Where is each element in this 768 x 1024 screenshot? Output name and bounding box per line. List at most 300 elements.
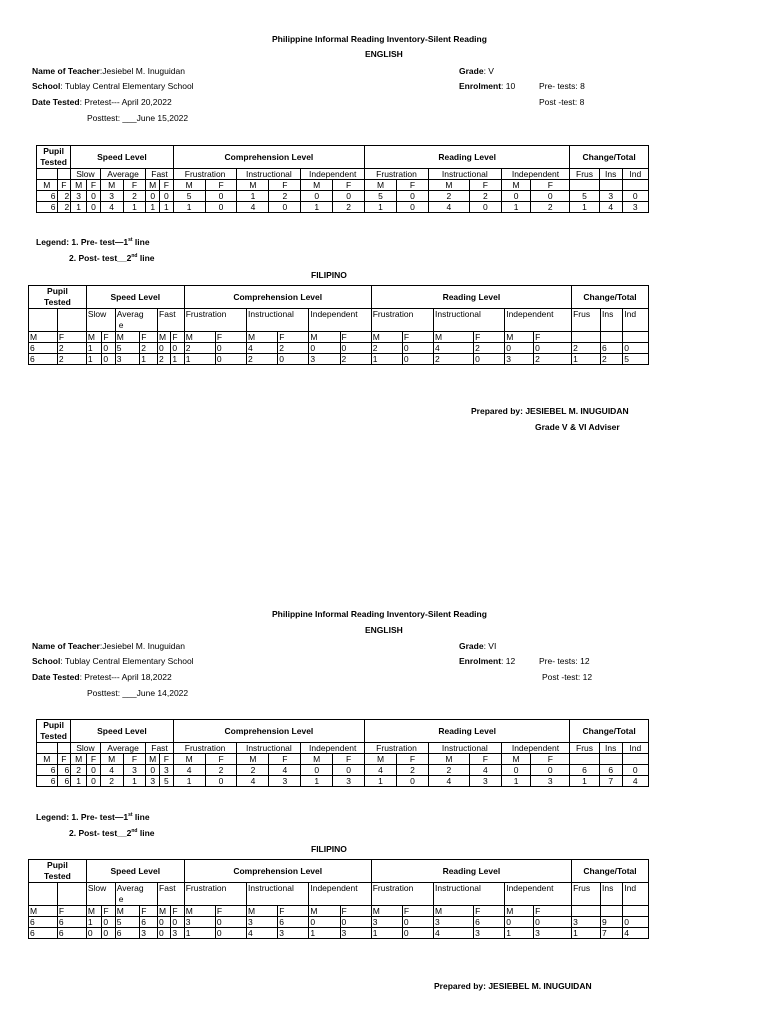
legend1-text: Legend: 1. Pre- test—1 — [36, 812, 129, 822]
slow-header: Slow — [86, 883, 115, 906]
gender-header: F — [402, 906, 433, 917]
table-cell: 3 — [269, 776, 301, 787]
gender-header: F — [340, 332, 371, 343]
table-cell: 3 — [140, 928, 158, 939]
gender-header: F — [474, 332, 505, 343]
legend2-end: line — [137, 253, 155, 263]
table-cell: 1 — [146, 202, 160, 213]
gender-header: M — [501, 754, 531, 765]
table-cell: 0 — [505, 343, 534, 354]
gender-header: M — [29, 332, 58, 343]
fast-header: Fast — [146, 743, 173, 754]
doc2-posttest: Posttest: ___June 14,2022 — [87, 688, 189, 698]
teacher-value: :Jesiebel M. Inuguidan — [99, 641, 185, 651]
table-cell: 3 — [160, 765, 174, 776]
level-subheader: Frustration — [173, 743, 237, 754]
slow-header: Slow — [86, 309, 115, 332]
table-cell: 0 — [501, 191, 531, 202]
gender-header: M — [505, 332, 534, 343]
table-cell: 0 — [622, 765, 648, 776]
posttest-row — [37, 202, 649, 213]
level-subheader: Frustration — [184, 883, 246, 906]
table-cell: 6 — [57, 776, 71, 787]
level-subheader: Independent — [505, 883, 572, 906]
table-cell: 1 — [309, 928, 340, 939]
legend1-sup: st — [128, 237, 133, 244]
pretest-row — [37, 765, 649, 776]
table-cell: 5 — [160, 776, 174, 787]
doc2-teacher — [32, 641, 185, 651]
table-cell: 2 — [371, 343, 402, 354]
blank-cell — [599, 754, 622, 765]
table-cell: 1 — [86, 343, 102, 354]
table-cell: 4 — [434, 343, 474, 354]
level-subheader: Independent — [309, 309, 371, 332]
table-cell: 4 — [623, 928, 649, 939]
table-cell: 4 — [100, 765, 123, 776]
gender-header: F — [534, 906, 572, 917]
doc1-pretests: Pre- tests: 8 — [539, 81, 585, 91]
doc2-school — [32, 656, 194, 666]
gender-header: F — [140, 332, 158, 343]
gender-header: M — [86, 332, 102, 343]
table-cell: 1 — [123, 776, 146, 787]
gender-header: M — [247, 332, 278, 343]
blank-cell — [599, 180, 622, 191]
table-cell: 6 — [29, 343, 58, 354]
gender-header: F — [333, 180, 365, 191]
table-cell: 2 — [572, 343, 601, 354]
gender-header: F — [57, 754, 71, 765]
doc2-enrolment — [459, 656, 515, 666]
table-cell: 3 — [505, 354, 534, 365]
speed-level-header: Speed Level — [71, 720, 174, 743]
blank-cell — [622, 180, 648, 191]
blank-cell — [29, 883, 58, 906]
gender-header: F — [333, 754, 365, 765]
legend1-sup: st — [128, 812, 133, 819]
enrolment-value: : 10 — [501, 81, 516, 91]
gender-header: F — [102, 332, 115, 343]
table-cell: 4 — [428, 202, 469, 213]
doc1-date — [32, 97, 172, 107]
table-cell: 6 — [57, 917, 86, 928]
grade-label: Grade — [459, 641, 484, 651]
blank-cell — [623, 332, 649, 343]
table-cell: 0 — [87, 776, 101, 787]
gender-header: M — [173, 180, 205, 191]
legend1-end: line — [132, 237, 150, 247]
table-cell: 0 — [215, 928, 246, 939]
table-cell: 5 — [570, 191, 600, 202]
gender-header: M — [37, 754, 58, 765]
blank-cell — [29, 309, 58, 332]
blank-cell — [37, 743, 58, 754]
english-table-grade6 — [36, 719, 649, 787]
table-cell: 3 — [278, 928, 309, 939]
gender-header: M — [173, 754, 205, 765]
table-cell: 1 — [570, 202, 600, 213]
table-cell: 2 — [428, 765, 469, 776]
table-cell: 1 — [86, 917, 102, 928]
table-cell: 1 — [301, 776, 333, 787]
filipino-table-grade6 — [28, 859, 649, 939]
gender-header: M — [100, 180, 123, 191]
table-cell: 1 — [71, 202, 87, 213]
gender-header: F — [57, 906, 86, 917]
table-cell: 0 — [309, 343, 340, 354]
table-cell: 2 — [71, 765, 87, 776]
table-cell: 1 — [572, 354, 601, 365]
gender-header: F — [215, 906, 246, 917]
table-cell: 1 — [173, 202, 205, 213]
gender-header: F — [123, 180, 146, 191]
table-cell: 0 — [501, 765, 531, 776]
gender-header: F — [396, 180, 428, 191]
table-cell: 6 — [37, 191, 58, 202]
legend1-text: Legend: 1. Pre- test—1 — [36, 237, 129, 247]
gender-header: M — [501, 180, 531, 191]
table-cell: 0 — [396, 191, 428, 202]
table-cell: 3 — [531, 776, 570, 787]
table-cell: 3 — [146, 776, 160, 787]
table-cell: 0 — [402, 928, 433, 939]
gender-header: F — [278, 906, 309, 917]
doc1-posttests: Post -test: 8 — [539, 97, 585, 107]
gender-header: F — [205, 180, 237, 191]
table-cell: 3 — [71, 191, 87, 202]
table-cell: 1 — [501, 202, 531, 213]
gender-header: F — [531, 180, 570, 191]
table-cell: 0 — [469, 202, 501, 213]
date-label: Date Tested — [32, 97, 80, 107]
table-cell: 0 — [531, 191, 570, 202]
table-cell: 2 — [600, 354, 622, 365]
level-subheader: Independent — [501, 169, 569, 180]
table-cell: 0 — [396, 202, 428, 213]
table-cell: 6 — [57, 765, 71, 776]
average-header: Average — [100, 169, 146, 180]
table-cell: 0 — [146, 191, 160, 202]
doc1-posttest: Posttest: ___June 15,2022 — [87, 113, 189, 123]
table-cell: 0 — [333, 765, 365, 776]
table-cell: 7 — [599, 776, 622, 787]
school-label: School — [32, 81, 61, 91]
doc1-legend2 — [69, 253, 155, 263]
doc2-prepared: Prepared by: JESIEBEL M. INUGUIDAN — [434, 981, 592, 991]
table-cell: 0 — [402, 354, 433, 365]
speed-level-header: Speed Level — [86, 286, 184, 309]
level-subheader: Instructional — [247, 309, 309, 332]
doc2-grade — [459, 641, 496, 651]
table-cell: 2 — [57, 191, 71, 202]
level-subheader: Independent — [501, 743, 569, 754]
table-cell: 0 — [87, 191, 101, 202]
table-cell: 0 — [534, 343, 572, 354]
posttest-row — [29, 354, 649, 365]
gender-header: F — [215, 332, 246, 343]
posttest-row — [29, 928, 649, 939]
legend2-text: 2. Post- test__2 — [69, 828, 132, 838]
table-cell: 2 — [534, 354, 572, 365]
table-cell: 1 — [371, 354, 402, 365]
gender-header: F — [160, 754, 174, 765]
table-cell: 0 — [102, 928, 115, 939]
level-subheader: Instructional — [237, 169, 301, 180]
table-cell: 1 — [173, 776, 205, 787]
table-cell: 5 — [623, 354, 649, 365]
table-cell: 1 — [365, 776, 397, 787]
gender-header: F — [474, 906, 505, 917]
table-cell: 0 — [87, 202, 101, 213]
table-cell: 2 — [469, 191, 501, 202]
table-cell: 4 — [269, 765, 301, 776]
table-cell: 0 — [87, 765, 101, 776]
change-subheader: Ind — [623, 309, 649, 332]
table-cell: 0 — [402, 343, 433, 354]
table-cell: 0 — [215, 917, 246, 928]
date-label: Date Tested — [32, 672, 80, 682]
gender-header: F — [269, 754, 301, 765]
table-cell: 0 — [534, 917, 572, 928]
gender-header: M — [371, 332, 402, 343]
level-subheader: Instructional — [237, 743, 301, 754]
table-cell: 1 — [86, 354, 102, 365]
table-cell: 2 — [434, 354, 474, 365]
table-cell: 6 — [600, 343, 622, 354]
table-cell: 2 — [333, 202, 365, 213]
level-subheader: Frustration — [365, 743, 429, 754]
table-cell: 6 — [29, 917, 58, 928]
blank-cell — [572, 906, 601, 917]
pretest-row — [29, 343, 649, 354]
table-cell: 4 — [365, 765, 397, 776]
table-cell: 0 — [340, 917, 371, 928]
doc2-title: Philippine Informal Reading Inventory-Silent Reading — [272, 609, 487, 619]
gender-header: M — [158, 332, 171, 343]
table-cell: 2 — [531, 202, 570, 213]
table-cell: 2 — [57, 354, 86, 365]
table-cell: 0 — [301, 191, 333, 202]
table-cell: 1 — [505, 928, 534, 939]
table-cell: 4 — [469, 765, 501, 776]
change-subheader: Ins — [599, 743, 622, 754]
table-cell: 0 — [102, 917, 115, 928]
table-cell: 3 — [171, 928, 184, 939]
table-cell: 3 — [469, 776, 501, 787]
level-subheader: Frustration — [365, 169, 429, 180]
table-cell: 6 — [570, 765, 600, 776]
table-cell: 3 — [333, 776, 365, 787]
table-cell: 0 — [505, 917, 534, 928]
table-cell: 2 — [396, 765, 428, 776]
gender-header: F — [171, 906, 184, 917]
table-cell: 1 — [570, 776, 600, 787]
doc2-legend1 — [36, 812, 150, 822]
table-cell: 3 — [340, 928, 371, 939]
table-cell: 0 — [205, 191, 237, 202]
comprehension-level-header: Comprehension Level — [173, 720, 364, 743]
table-cell: 3 — [534, 928, 572, 939]
doc2-legend2 — [69, 828, 155, 838]
teacher-label: Name of Teacher — [32, 66, 100, 76]
speed-level-header: Speed Level — [86, 860, 184, 883]
blank-cell — [623, 906, 649, 917]
table-cell: 3 — [123, 765, 146, 776]
doc2-subject: ENGLISH — [365, 625, 403, 635]
gender-header: M — [146, 754, 160, 765]
comprehension-level-header: Comprehension Level — [184, 286, 371, 309]
table-cell: 3 — [100, 191, 123, 202]
gender-header: M — [434, 906, 474, 917]
pretest-value: : Pretest--- April 20,2022 — [79, 97, 172, 107]
gender-header: M — [115, 332, 139, 343]
table-cell: 3 — [184, 917, 215, 928]
gender-header: F — [396, 754, 428, 765]
table-cell: 6 — [29, 354, 58, 365]
table-cell: 2 — [57, 343, 86, 354]
doc1-legend1 — [36, 237, 150, 247]
table-cell: 3 — [474, 928, 505, 939]
posttest-row — [37, 776, 649, 787]
table-cell: 0 — [102, 343, 115, 354]
english-table-grade5 — [36, 145, 649, 213]
average-header: Average — [100, 743, 146, 754]
school-label: School — [32, 656, 61, 666]
doc1-school — [32, 81, 194, 91]
table-cell: 2 — [237, 765, 269, 776]
gender-header: F — [469, 180, 501, 191]
table-cell: 3 — [599, 191, 622, 202]
gender-header: F — [340, 906, 371, 917]
table-cell: 1 — [123, 202, 146, 213]
table-cell: 1 — [184, 354, 215, 365]
legend2-sup: nd — [131, 253, 138, 260]
gender-header: F — [205, 754, 237, 765]
doc2-filipino: FILIPINO — [311, 844, 347, 854]
change-subheader: Frus — [570, 169, 600, 180]
gender-header: M — [428, 180, 469, 191]
blank-cell — [570, 754, 600, 765]
change-subheader: Ind — [622, 743, 648, 754]
doc2-date — [32, 672, 172, 682]
table-cell: 3 — [309, 354, 340, 365]
table-cell: 0 — [160, 191, 174, 202]
table-cell: 2 — [140, 343, 158, 354]
level-subheader: Independent — [309, 883, 371, 906]
pretest-value: : Pretest--- April 18,2022 — [79, 672, 172, 682]
table-cell: 1 — [371, 928, 402, 939]
table-cell: 6 — [29, 928, 58, 939]
table-cell: 2 — [278, 343, 309, 354]
table-cell: 2 — [100, 776, 123, 787]
table-cell: 0 — [278, 354, 309, 365]
legend1-end: line — [132, 812, 150, 822]
reading-level-header: Reading Level — [365, 720, 570, 743]
fast-header: Fast — [158, 309, 185, 332]
doc1-grade — [459, 66, 494, 76]
comprehension-level-header: Comprehension Level — [184, 860, 371, 883]
table-cell: 0 — [86, 928, 102, 939]
gender-header: F — [171, 332, 184, 343]
table-cell: 3 — [247, 917, 278, 928]
blank-cell — [572, 332, 601, 343]
table-cell: 0 — [215, 354, 246, 365]
slow-header: Slow — [71, 169, 101, 180]
table-cell: 1 — [160, 202, 174, 213]
change-subheader: Frus — [570, 743, 600, 754]
table-cell: 6 — [278, 917, 309, 928]
gender-header: M — [115, 906, 139, 917]
change-total-header: Change/Total — [572, 860, 649, 883]
school-value: : Tublay Central Elementary School — [60, 81, 194, 91]
table-cell: 0 — [622, 191, 648, 202]
comprehension-level-header: Comprehension Level — [173, 146, 364, 169]
table-cell: 6 — [37, 202, 58, 213]
doc1-prepared: Prepared by: JESIEBEL M. INUGUIDAN — [471, 406, 629, 416]
gender-header: F — [531, 754, 570, 765]
gender-header: F — [87, 754, 101, 765]
table-cell: 0 — [396, 776, 428, 787]
table-cell: 1 — [301, 202, 333, 213]
gender-header: M — [434, 332, 474, 343]
doc1-adviser: Grade V & VI Adviser — [535, 422, 620, 432]
blank-cell — [570, 180, 600, 191]
change-subheader: Ins — [600, 309, 622, 332]
blank-cell — [57, 883, 86, 906]
table-cell: 3 — [371, 917, 402, 928]
table-cell: 1 — [572, 928, 601, 939]
gender-header: M — [86, 906, 102, 917]
gender-header: F — [278, 332, 309, 343]
gender-header: M — [237, 180, 269, 191]
table-cell: 0 — [205, 776, 237, 787]
grade-value: : VI — [483, 641, 497, 651]
table-cell: 0 — [158, 928, 171, 939]
change-subheader: Frus — [572, 309, 601, 332]
table-cell: 1 — [171, 354, 184, 365]
table-cell: 0 — [158, 917, 171, 928]
blank-cell — [57, 309, 86, 332]
gender-header: M — [309, 906, 340, 917]
table-cell: 4 — [599, 202, 622, 213]
level-subheader: Instructional — [428, 743, 501, 754]
table-cell: 3 — [572, 917, 601, 928]
enrolment-value: : 12 — [501, 656, 516, 666]
gender-header: M — [146, 180, 160, 191]
table-cell: 0 — [301, 765, 333, 776]
table-cell: 3 — [434, 917, 474, 928]
table-cell: 4 — [622, 776, 648, 787]
level-subheader: Instructional — [434, 309, 505, 332]
table-cell: 5 — [365, 191, 397, 202]
pupil-tested-header: Pupil Tested — [29, 286, 87, 309]
table-cell: 0 — [402, 917, 433, 928]
level-subheader: Frustration — [371, 309, 433, 332]
table-cell: 2 — [184, 343, 215, 354]
change-total-header: Change/Total — [570, 720, 649, 743]
average-header: Averag e — [115, 309, 157, 332]
gender-header: F — [140, 906, 158, 917]
doc2-posttests: Post -test: 12 — [542, 672, 593, 682]
reading-level-header: Reading Level — [365, 146, 570, 169]
table-cell: 1 — [501, 776, 531, 787]
doc1-teacher — [32, 66, 185, 76]
table-cell: 1 — [365, 202, 397, 213]
level-subheader: Independent — [301, 743, 365, 754]
table-cell: 4 — [237, 202, 269, 213]
doc1-title: Philippine Informal Reading Inventory-Silent Reading — [272, 34, 487, 44]
